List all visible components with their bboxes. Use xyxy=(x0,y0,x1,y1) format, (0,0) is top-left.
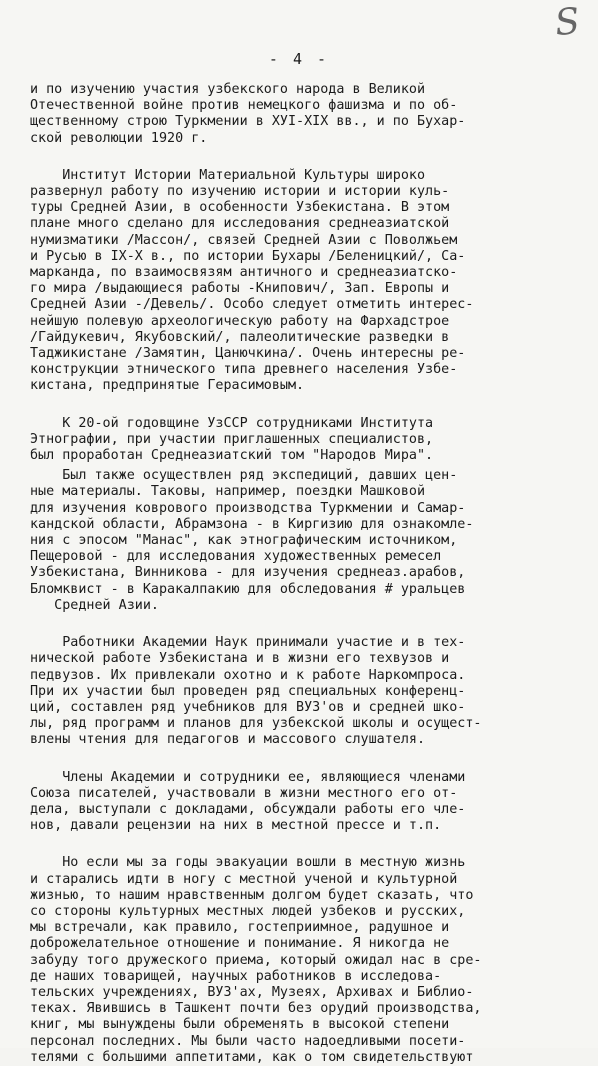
text-line: ные материалы. Таковы, например, поездки Машковой xyxy=(30,484,426,500)
text-line: книг, мы вынуждены были обременять в высокой степени xyxy=(30,1017,450,1033)
text-line: ской революции 1920 г. xyxy=(30,130,208,146)
text-line: Институт Истории Материальной Культуры широко xyxy=(30,167,426,183)
text-line: развернул работу по изучению истории и истории куль- xyxy=(30,184,450,200)
text-line: марканда, по взаимосвязям античного и среднеазиатско- xyxy=(30,265,458,281)
text-line: нумизматики /Массон/, связей Средней Азии с Поволжьем xyxy=(30,232,458,248)
text-line: нов, давали рецензии на них в местной прессе и т.п. xyxy=(30,818,442,834)
text-line: и по изучению участия узбекского народа в Великой xyxy=(30,82,426,97)
text-line: плане много сделано для исследования среднеазиатской xyxy=(30,216,450,232)
text-line: забуду того дружеского приема, который ожидал нас в сре- xyxy=(30,952,482,968)
text-line: Работники Академии Наук принимали участие и в тех- xyxy=(30,635,466,651)
text-line: де наших товарищей, научных работников в исследова- xyxy=(30,968,442,984)
text-line: жизнью, то нашим нравственным долгом будет сказать, что xyxy=(30,887,474,903)
text-line: Средней Азии -/Девель/. Особо следует отметить интерес- xyxy=(30,297,474,313)
text-line: Узбекистана, Винникова - для изучения среднеаз.арабов, xyxy=(30,565,466,581)
paragraph-7 xyxy=(30,855,590,1066)
text-line: Был также осуществлен ряд экспедиций, давших цен- xyxy=(30,468,458,484)
text-line: /Гайдукевич, Якубовский/, палеолитические разведки в xyxy=(30,329,450,345)
text-line: При их участии был проведен ряд специальных конференц- xyxy=(30,683,466,699)
text-line: Бломквист - в Каракалпакию для обследования # уральцев xyxy=(30,581,466,597)
handwritten-corner-mark: S xyxy=(553,0,583,45)
text-line: туры Средней Азии, в особенности Узбекистана. В этом xyxy=(30,200,450,216)
text-line: был проработан Среднеазиатский том "Народов Мира". xyxy=(30,448,434,464)
text-line: доброжелательное отношение и понимание. Я никогда не xyxy=(30,936,450,952)
text-line: педвузов. Их привлекали охотно и к работе Наркомпроса. xyxy=(30,667,466,683)
text-line: ций, составлен ряд учебников для ВУЗ'ов и средней шко- xyxy=(30,699,466,715)
paragraph-6 xyxy=(30,770,590,835)
text-line: конструкции этнического типа древнего населения Узбе- xyxy=(30,362,458,378)
text-line: К 20-ой годовщине УзССР сотрудниками Института xyxy=(30,415,434,431)
text-line: Но если мы за годы эвакуации вошли в местную жизнь xyxy=(30,855,466,871)
paragraph-4 xyxy=(30,468,590,614)
text-line: персонал последних. Мы были часто надоедливыми посети- xyxy=(30,1033,466,1049)
text-line: для изучения коврового производства Туркмении и Самар- xyxy=(30,500,466,516)
text-line: со стороны культурных местных людей узбеков и русских, xyxy=(30,903,466,919)
text-line: Средней Азии. xyxy=(30,597,159,613)
text-line: дела, выступали с докладами, обсуждали работы его чле- xyxy=(30,801,466,817)
paragraph-3 xyxy=(30,416,590,465)
paragraph-1 xyxy=(30,82,590,147)
text-line: Пещеровой - для исследования художественных ремесел xyxy=(30,549,442,565)
text-line: влены чтения для педагогов и массового слушателя. xyxy=(30,732,426,748)
page-number: - 4 - xyxy=(268,50,330,68)
text-line: мы встречали, как правило, гостеприимное, радушное и xyxy=(30,920,450,936)
text-line: телями с большими аппетитами, как о том свидетельствуют xyxy=(30,1049,474,1065)
document-body xyxy=(30,82,590,1066)
text-line: щественному строю Туркмении в ХУI-XIX вв., и по Бухар- xyxy=(30,114,466,130)
text-line: кандской области, Абрамзона - в Киргизию для ознакомле- xyxy=(30,516,474,532)
text-line: ния с эпосом "Манас", как этнографическим источником, xyxy=(30,533,458,549)
text-line: Члены Академии и сотрудники ее, являющиеся членами xyxy=(30,769,466,785)
paragraph-5 xyxy=(30,635,590,748)
text-line: нической работе Узбекистана и в жизни его техвузов и xyxy=(30,651,450,667)
text-line: тельских учреждениях, ВУЗ'ах, Музеях, Архивах и Библио- xyxy=(30,984,474,1000)
text-line: Отечественной войне против немецкого фашизма и по об- xyxy=(30,98,458,114)
text-line: и Русью в IX-X в., по истории Бухары /Беленицкий/, Са- xyxy=(30,248,466,264)
text-line: Таджикистане /Замятин, Цанючкина/. Очень интересны ре- xyxy=(30,346,466,362)
text-line: го мира /выдающиеся работы -Книпович/, Зап. Европы и xyxy=(30,281,450,297)
text-line: кистана, предпринятые Герасимовым. xyxy=(30,378,305,394)
text-line: Союза писателей, участвовали в жизни местного его от- xyxy=(30,785,458,801)
text-line: Этнографии, при участии приглашенных специалистов, xyxy=(30,431,434,447)
text-line: и старались идти в ногу с местной ученой и культурной xyxy=(30,871,458,887)
text-line: лы, ряд программ и планов для узбекской школы и осущест- xyxy=(30,716,482,732)
text-line: теках. Явившись в Ташкент почти без орудий производства, xyxy=(30,1001,482,1017)
paragraph-2 xyxy=(30,168,590,395)
text-line: нейшую полевую археологическую работу на Фархадстрое xyxy=(30,313,450,329)
